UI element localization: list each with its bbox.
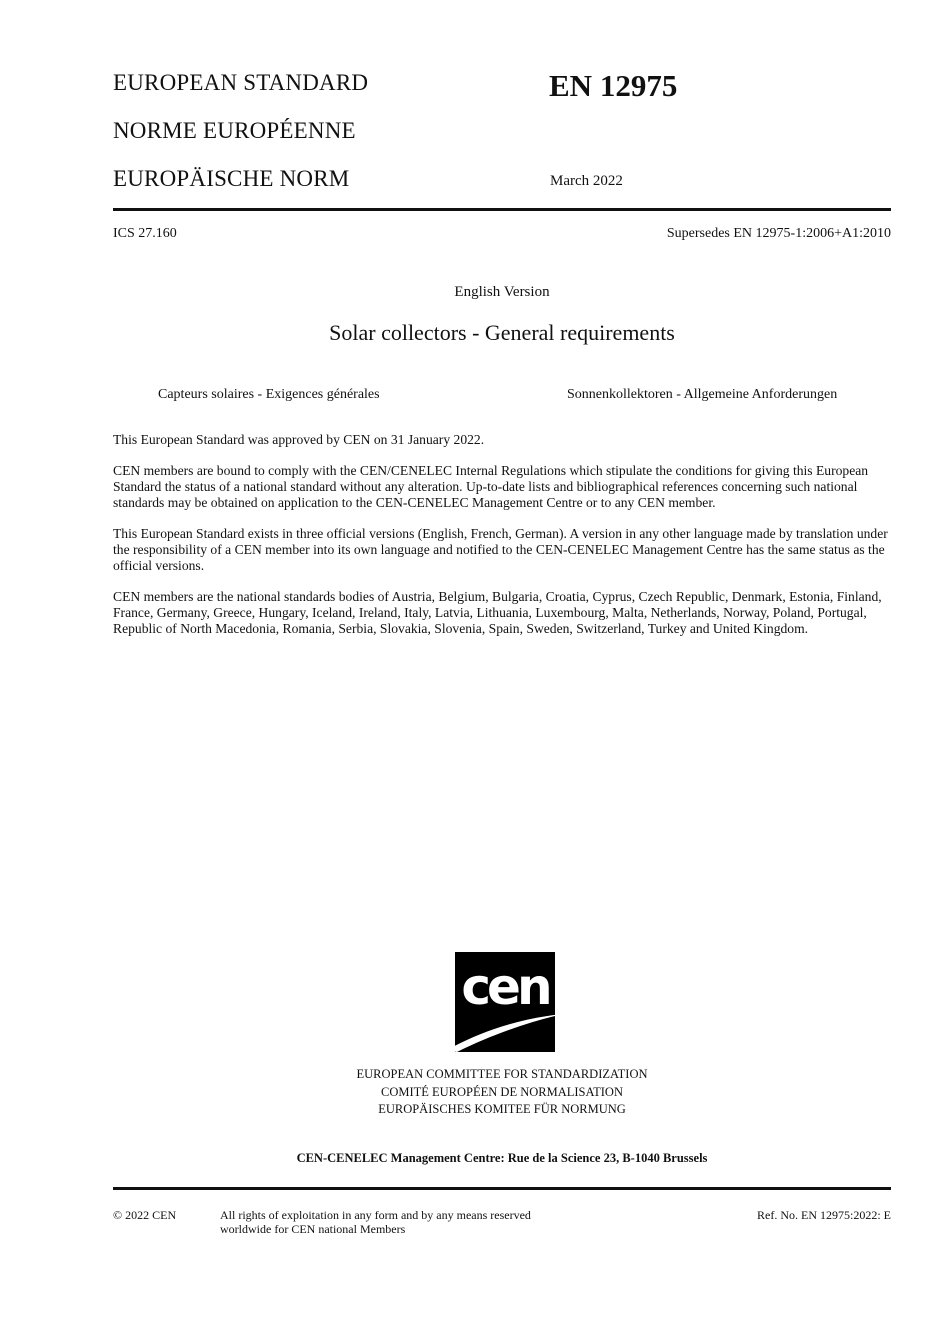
- copyright-notice: © 2022 CEN: [113, 1208, 177, 1222]
- reference-number: Ref. No. EN 12975:2022: E: [757, 1208, 891, 1222]
- standard-name-french: NORME EUROPÉENNE: [113, 118, 356, 143]
- standard-name-english: EUROPEAN STANDARD: [113, 70, 369, 95]
- supersedes-note: Supersedes EN 12975-1:2006+A1:2010: [666, 226, 891, 241]
- rights-line-1: All rights of exploitation in any form and by any means reserved: [220, 1208, 531, 1222]
- committee-names: [0, 1066, 950, 1119]
- title-french: Capteurs solaires - Exigences générales: [158, 387, 380, 402]
- committee-french: COMITÉ EUROPÉEN DE NORMALISATION: [380, 1084, 623, 1099]
- standard-name-german: EUROPÄISCHE NORM: [113, 166, 350, 191]
- management-centre-address: CEN-CENELEC Management Centre: Rue de la Science 23, B-1040 Brussels: [296, 1151, 708, 1165]
- approval-paragraph: This European Standard was approved by CEN on 31 January 2022.: [113, 432, 485, 447]
- versions-paragraph: This European Standard exists in three official versions (English, French, German). A version in any other language made by translation under the responsibility of a CEN member into its own language and notified to the CEN-CENELEC Management Centre has the same status as the official versions.: [113, 526, 888, 573]
- committee-english: EUROPEAN COMMITTEE FOR STANDARDIZATION: [356, 1067, 648, 1081]
- title-german: Sonnenkollektoren - Allgemeine Anforderungen: [567, 387, 838, 402]
- members-paragraph: CEN members are the national standards bodies of Austria, Belgium, Bulgaria, Croatia, Cyprus, Czech Republic, Denmark, Estonia, Finland, France, Germany, Greece, Hungary, Iceland, Ireland, Italy, Latvia, Lithuania, Luxembourg, Malta, Netherlands, Norway, Poland, Portugal, Republic of North Macedonia, Romania, Serbia, Slovakia, Slovenia, Spain, Sweden, Switzerland, Turkey and United Kingdom.: [113, 589, 882, 636]
- cen-logo: [453, 952, 563, 1054]
- committee-german: EUROPÄISCHES KOMITEE FÜR NORMUNG: [378, 1102, 626, 1116]
- rights-line-2: worldwide for CEN national Members: [220, 1222, 406, 1236]
- document-title: Solar collectors - General requirements: [329, 320, 675, 345]
- regulations-paragraph: CEN members are bound to comply with the CEN/CENELEC Internal Regulations which stipulate the conditions for giving this European Standard the status of a national standard without any alteration. Up-to-date lists and bibliographical references concerning such national standards may be obtained on application to the CEN-CENELEC Management Centre or to any CEN member.: [113, 463, 869, 510]
- cen-logo-text: cen: [461, 958, 549, 1016]
- standard-number: EN 12975: [549, 68, 678, 103]
- publication-date: March 2022: [550, 173, 623, 189]
- ics-code: ICS 27.160: [113, 226, 177, 241]
- rights-notice: [220, 1208, 531, 1236]
- footer-rule: [113, 1187, 891, 1190]
- header-rule: [113, 208, 891, 211]
- approval-body: [113, 432, 893, 652]
- version-label: English Version: [454, 284, 550, 300]
